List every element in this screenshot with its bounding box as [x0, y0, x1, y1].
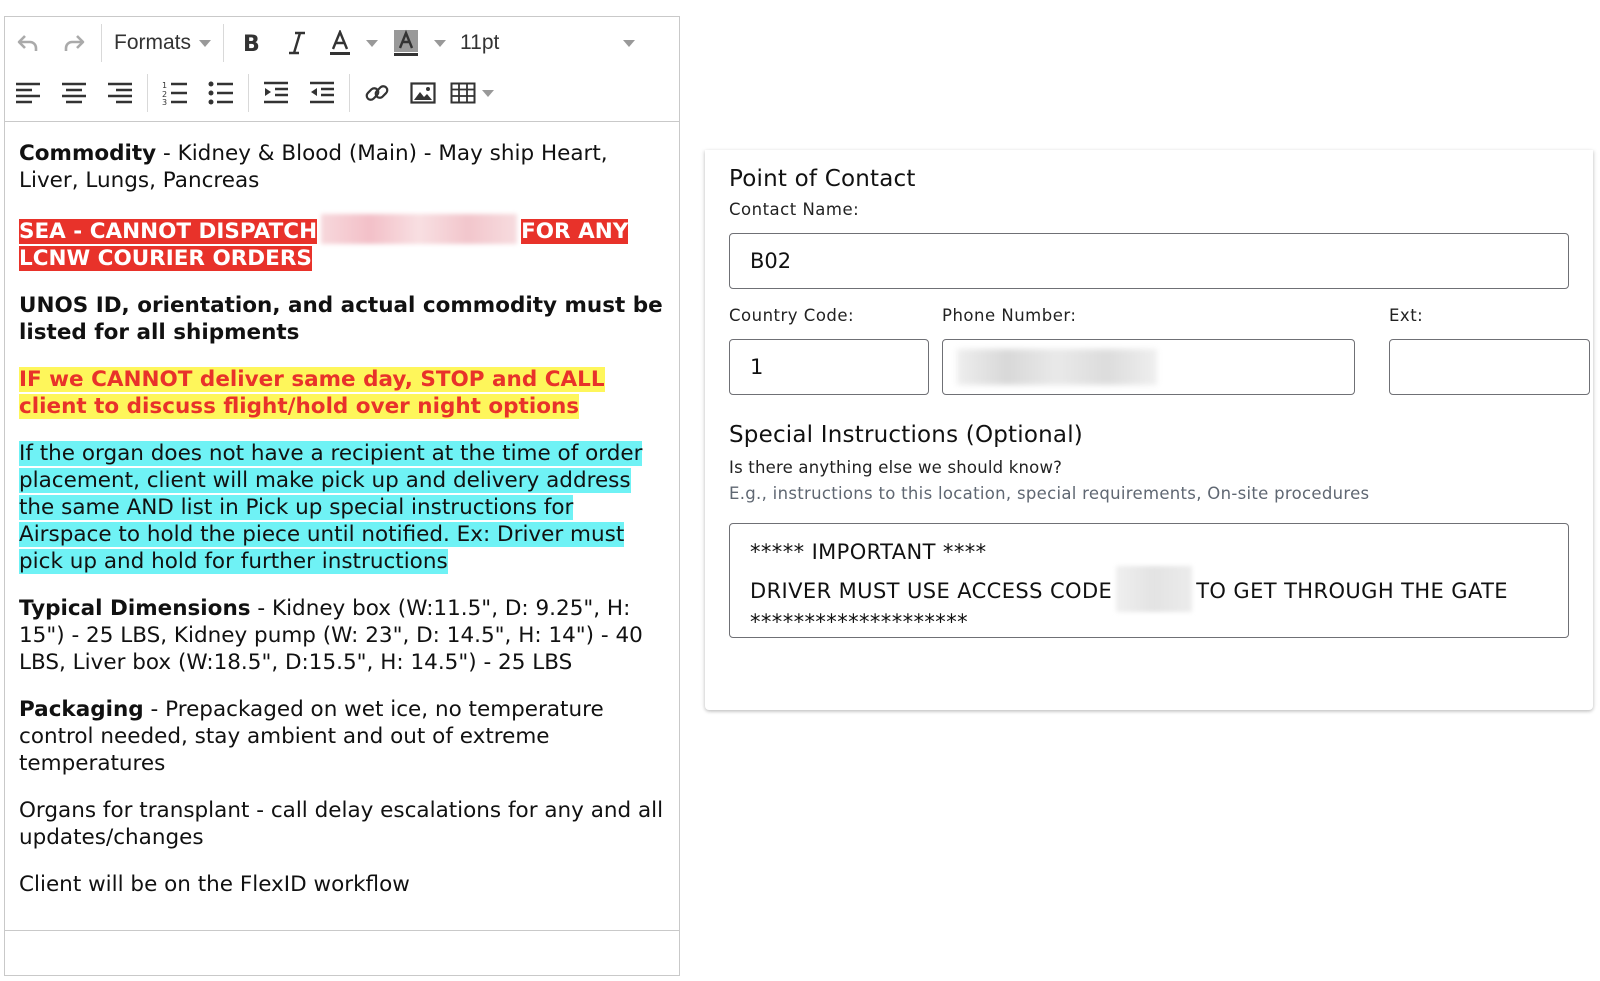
- undo-icon: [16, 33, 40, 53]
- contact-name-label: Contact Name:: [729, 200, 860, 219]
- paragraph-commodity: [19, 140, 665, 194]
- commodity-label: Commodity: [19, 141, 157, 166]
- font-size-dropdown[interactable]: [452, 23, 643, 63]
- align-left-button[interactable]: [5, 73, 51, 113]
- editor-content[interactable]: [5, 122, 679, 898]
- link-icon: [364, 80, 390, 106]
- text-color-button[interactable]: [320, 23, 360, 63]
- sea-warning-part3: LCNW COURIER ORDERS: [19, 246, 312, 271]
- indent-icon: [309, 81, 335, 105]
- paragraph-organs: [19, 797, 665, 851]
- editor-statusbar: [5, 930, 679, 975]
- background-color-icon: [393, 29, 419, 57]
- redo-icon: [62, 33, 86, 53]
- indent-button[interactable]: [299, 73, 345, 113]
- formats-label: Formats: [114, 31, 192, 54]
- bold-button[interactable]: [228, 23, 274, 63]
- bullet-list-icon: [208, 81, 234, 105]
- phone-number-label: Phone Number:: [942, 306, 1077, 325]
- unos-text: UNOS ID, orientation, and actual commodity must be listed for all shipments: [19, 293, 663, 345]
- redacted-phone: [957, 349, 1157, 385]
- numbered-list-button[interactable]: [152, 73, 198, 113]
- toolbar-row-2: [5, 71, 498, 115]
- redacted-access-code: [1116, 566, 1192, 612]
- italic-button[interactable]: [274, 23, 320, 63]
- ext-label: Ext:: [1389, 306, 1424, 325]
- rich-text-editor: [4, 16, 680, 976]
- special-instructions-title: Special Instructions (Optional): [729, 422, 1083, 448]
- align-right-icon: [107, 82, 133, 104]
- instructions-line-2: [750, 566, 1548, 612]
- instructions-line-2-part2: TO GET THROUGH THE GATE: [1196, 579, 1508, 603]
- toolbar-separator: [248, 74, 249, 112]
- align-center-button[interactable]: [51, 73, 97, 113]
- toolbar-separator: [147, 74, 148, 112]
- phone-number-field[interactable]: [942, 339, 1355, 395]
- formats-dropdown[interactable]: [106, 23, 219, 63]
- redo-button[interactable]: [51, 23, 97, 63]
- outdent-button[interactable]: [253, 73, 299, 113]
- svg-text:B: B: [243, 32, 260, 54]
- image-icon: [410, 82, 436, 104]
- editor-toolbar: [5, 17, 679, 122]
- insert-link-button[interactable]: [354, 73, 400, 113]
- paragraph-packaging: [19, 696, 665, 777]
- toolbar-separator: [223, 24, 224, 62]
- redacted-text: [321, 214, 517, 244]
- toolbar-separator: [349, 74, 350, 112]
- paragraph-same-day: [19, 366, 665, 420]
- country-code-value: 1: [750, 355, 764, 379]
- svg-text:1: 1: [162, 81, 168, 90]
- background-color-dropdown[interactable]: [428, 23, 452, 63]
- svg-text:2: 2: [162, 90, 168, 99]
- text-color-icon: [328, 30, 352, 56]
- special-instructions-question: Is there anything else we should know?: [729, 458, 1063, 477]
- insert-table-button[interactable]: [446, 73, 498, 113]
- contact-card: [705, 150, 1593, 710]
- insert-image-button[interactable]: [400, 73, 446, 113]
- chevron-down-icon: [623, 40, 635, 47]
- packaging-text: - Prepackaged on wet ice, no temperature control needed, stay ambient and out of extreme temperatures: [19, 697, 604, 776]
- paragraph-unos: [19, 292, 665, 346]
- paragraph-no-recipient: [19, 440, 665, 575]
- country-code-field[interactable]: [729, 339, 929, 395]
- italic-icon: [287, 31, 307, 55]
- point-of-contact-title: Point of Contact: [729, 166, 916, 192]
- sea-warning-part2: FOR ANY: [521, 219, 629, 244]
- packaging-label: Packaging: [19, 697, 144, 722]
- toolbar-row-1: [5, 21, 643, 65]
- instructions-line-2-part1: DRIVER MUST USE ACCESS CODE: [750, 579, 1113, 603]
- chevron-down-icon: [366, 40, 378, 47]
- same-day-warning: IF we CANNOT deliver same day, STOP and CALL client to discuss flight/hold over night options: [19, 367, 605, 419]
- contact-name-value: B02: [750, 249, 792, 273]
- svg-text:3: 3: [162, 98, 168, 105]
- align-left-icon: [15, 82, 41, 104]
- sea-warning-part1: SEA - CANNOT DISPATCH: [19, 219, 318, 244]
- font-size-value: 11pt: [460, 31, 500, 54]
- chevron-down-icon: [199, 40, 211, 47]
- commodity-text: - Kidney & Blood (Main) - May ship Heart, Liver, Lungs, Pancreas: [19, 141, 608, 193]
- toolbar-separator: [101, 24, 102, 62]
- align-center-icon: [61, 82, 87, 104]
- flexid-text: Client will be on the FlexID workflow: [19, 872, 410, 897]
- align-right-button[interactable]: [97, 73, 143, 113]
- instructions-line-3: ********************: [750, 610, 968, 634]
- country-code-label: Country Code:: [729, 306, 855, 325]
- no-recipient-text: If the organ does not have a recipient at the time of order placement, client will make pick up and delivery address the same AND list in Pick up special instructions for Airspace to hold the piece until notified. Ex: Driver must pick up and hold for further instructions: [19, 441, 643, 574]
- special-instructions-hint: E.g., instructions to this location, special requirements, On-site procedures: [729, 484, 1370, 503]
- text-color-dropdown[interactable]: [360, 23, 384, 63]
- paragraph-sea-warning: [19, 214, 665, 272]
- background-color-button[interactable]: [384, 23, 428, 63]
- undo-button[interactable]: [5, 23, 51, 63]
- bold-icon: [241, 32, 261, 54]
- dimensions-text: - Kidney box (W:11.5", D: 9.25", H: 15") - 25 LBS, Kidney pump (W: 23", D: 14.5", H: 14") - 40 LBS, Liver box (W:18.5", D:15.5", H: 14.5") - 25 LBS: [19, 596, 643, 675]
- special-instructions-textarea[interactable]: [729, 523, 1569, 638]
- organs-text: Organs for transplant - call delay escalations for any and all updates/changes: [19, 798, 664, 850]
- bullet-list-button[interactable]: [198, 73, 244, 113]
- paragraph-dimensions: [19, 595, 665, 676]
- contact-name-field[interactable]: [729, 233, 1569, 289]
- outdent-icon: [263, 81, 289, 105]
- numbered-list-icon: [162, 81, 188, 105]
- chevron-down-icon: [434, 40, 446, 47]
- chevron-down-icon: [482, 90, 494, 97]
- paragraph-flexid: [19, 871, 665, 898]
- instructions-line-1: ***** IMPORTANT ****: [750, 540, 987, 564]
- dimensions-label: Typical Dimensions: [19, 596, 251, 621]
- table-icon: [450, 82, 476, 104]
- ext-field[interactable]: [1389, 339, 1590, 395]
